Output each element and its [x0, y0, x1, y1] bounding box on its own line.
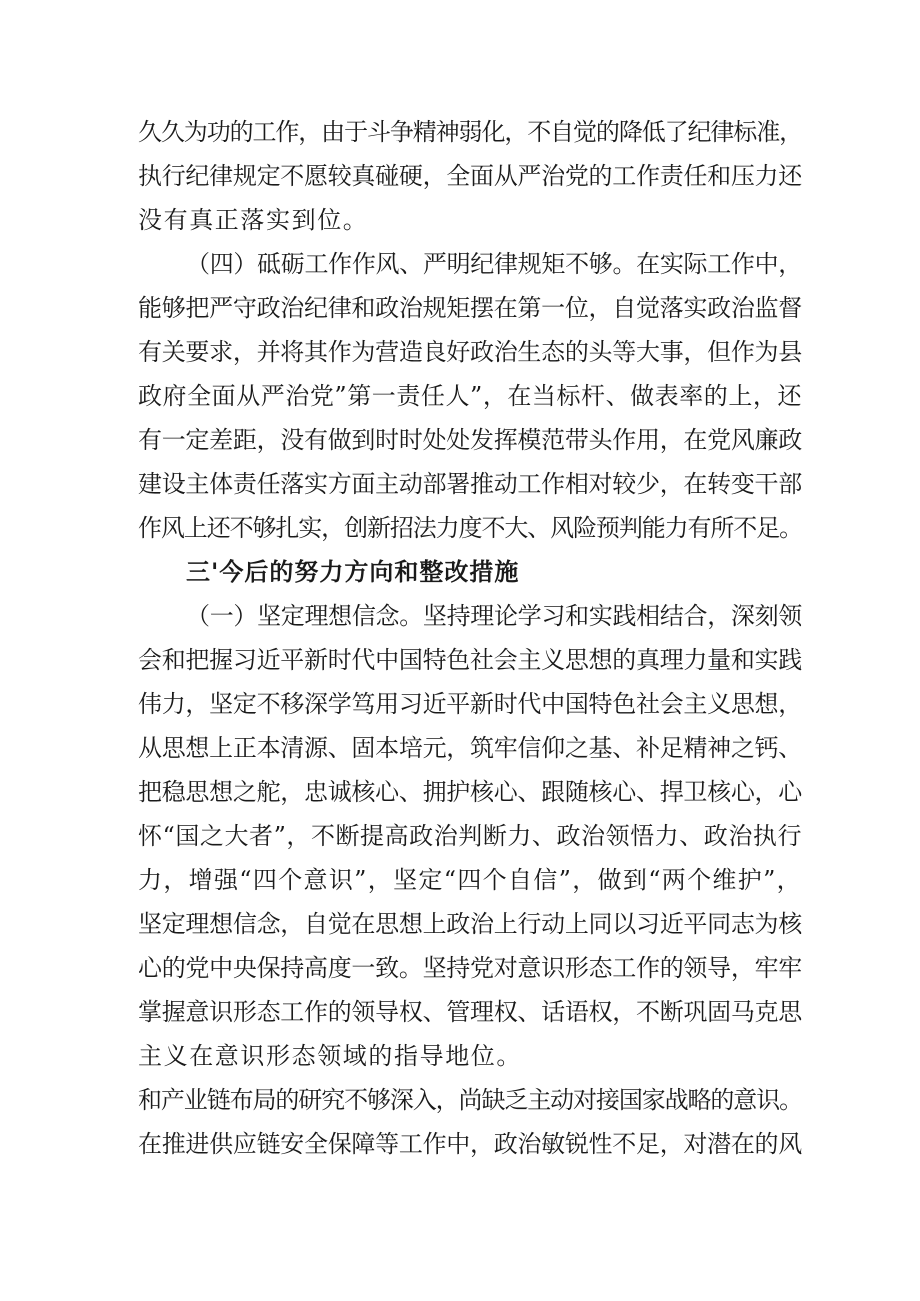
paragraph-line: 力，增强“四个意识”，坚定“四个自信”，做到“两个维护”， [138, 866, 802, 894]
section-heading: 三'今后的努力方向和整改措施 [186, 558, 520, 586]
paragraph-line: 执行纪律规定不愿较真碰硬，全面从严治党的工作责任和压力还 [138, 162, 802, 190]
paragraph-line: 政府全面从严治党”第一责任人”，在当标杆、做表率的上，还 [138, 382, 802, 410]
paragraph-line: 怀“国之大者”，不断提高政治判断力、政治领悟力、政治执行 [138, 822, 802, 850]
paragraph-line: 把稳思想之舵，忠诚核心、拥护核心、跟随核心、捍卫核心，心 [138, 778, 802, 806]
paragraph-line: 有一定差距，没有做到时时处处发挥模范带头作用，在党风廉政 [138, 426, 802, 454]
paragraph-line: 在推进供应链安全保障等工作中，政治敏锐性不足，对潜在的风 [138, 1130, 802, 1158]
paragraph-line: 作风上还不够扎实，创新招法力度不大、风险预判能力有所不足。 [138, 514, 802, 542]
paragraph-line: 能够把严守政治纪律和政治规矩摆在第一位，自觉落实政治监督 [138, 294, 802, 322]
subsection-heading-line: （四）砥砺工作作风、严明纪律规矩不够。在实际工作中， [186, 250, 802, 278]
paragraph-line: 有关要求，并将其作为营造良好政治生态的头等大事，但作为县 [138, 338, 802, 366]
paragraph-line: 掌握意识形态工作的领导权、管理权、话语权，不断巩固马克思 [138, 998, 802, 1026]
paragraph-line: 主义在意识形态领域的指导地位。 [138, 1042, 522, 1070]
subsection-heading-line: （一）坚定理想信念。坚持理论学习和实践相结合，深刻领 [186, 602, 802, 630]
paragraph-line: 坚定理想信念，自觉在思想上政治上行动上同以习近平同志为核 [138, 910, 802, 938]
paragraph-line: 会和把握习近平新时代中国特色社会主义思想的真理力量和实践 [138, 646, 802, 674]
paragraph-line: 建设主体责任落实方面主动部署推动工作相对较少，在转变干部 [138, 470, 802, 498]
paragraph-line: 没有真正落实到位。 [138, 206, 369, 234]
paragraph-line: 从思想上正本清源、固本培元，筑牢信仰之基、补足精神之钙、 [138, 734, 802, 762]
paragraph-line: 心的党中央保持高度一致。坚持党对意识形态工作的领导，牢牢 [138, 954, 802, 982]
paragraph-line: 伟力，坚定不移深学笃用习近平新时代中国特色社会主义思想， [138, 690, 802, 718]
paragraph-line: 久久为功的工作，由于斗争精神弱化，不自觉的降低了纪律标准， [138, 118, 802, 146]
paragraph-line: 和产业链布局的研究不够深入，尚缺乏主动对接国家战略的意识。 [138, 1086, 802, 1114]
